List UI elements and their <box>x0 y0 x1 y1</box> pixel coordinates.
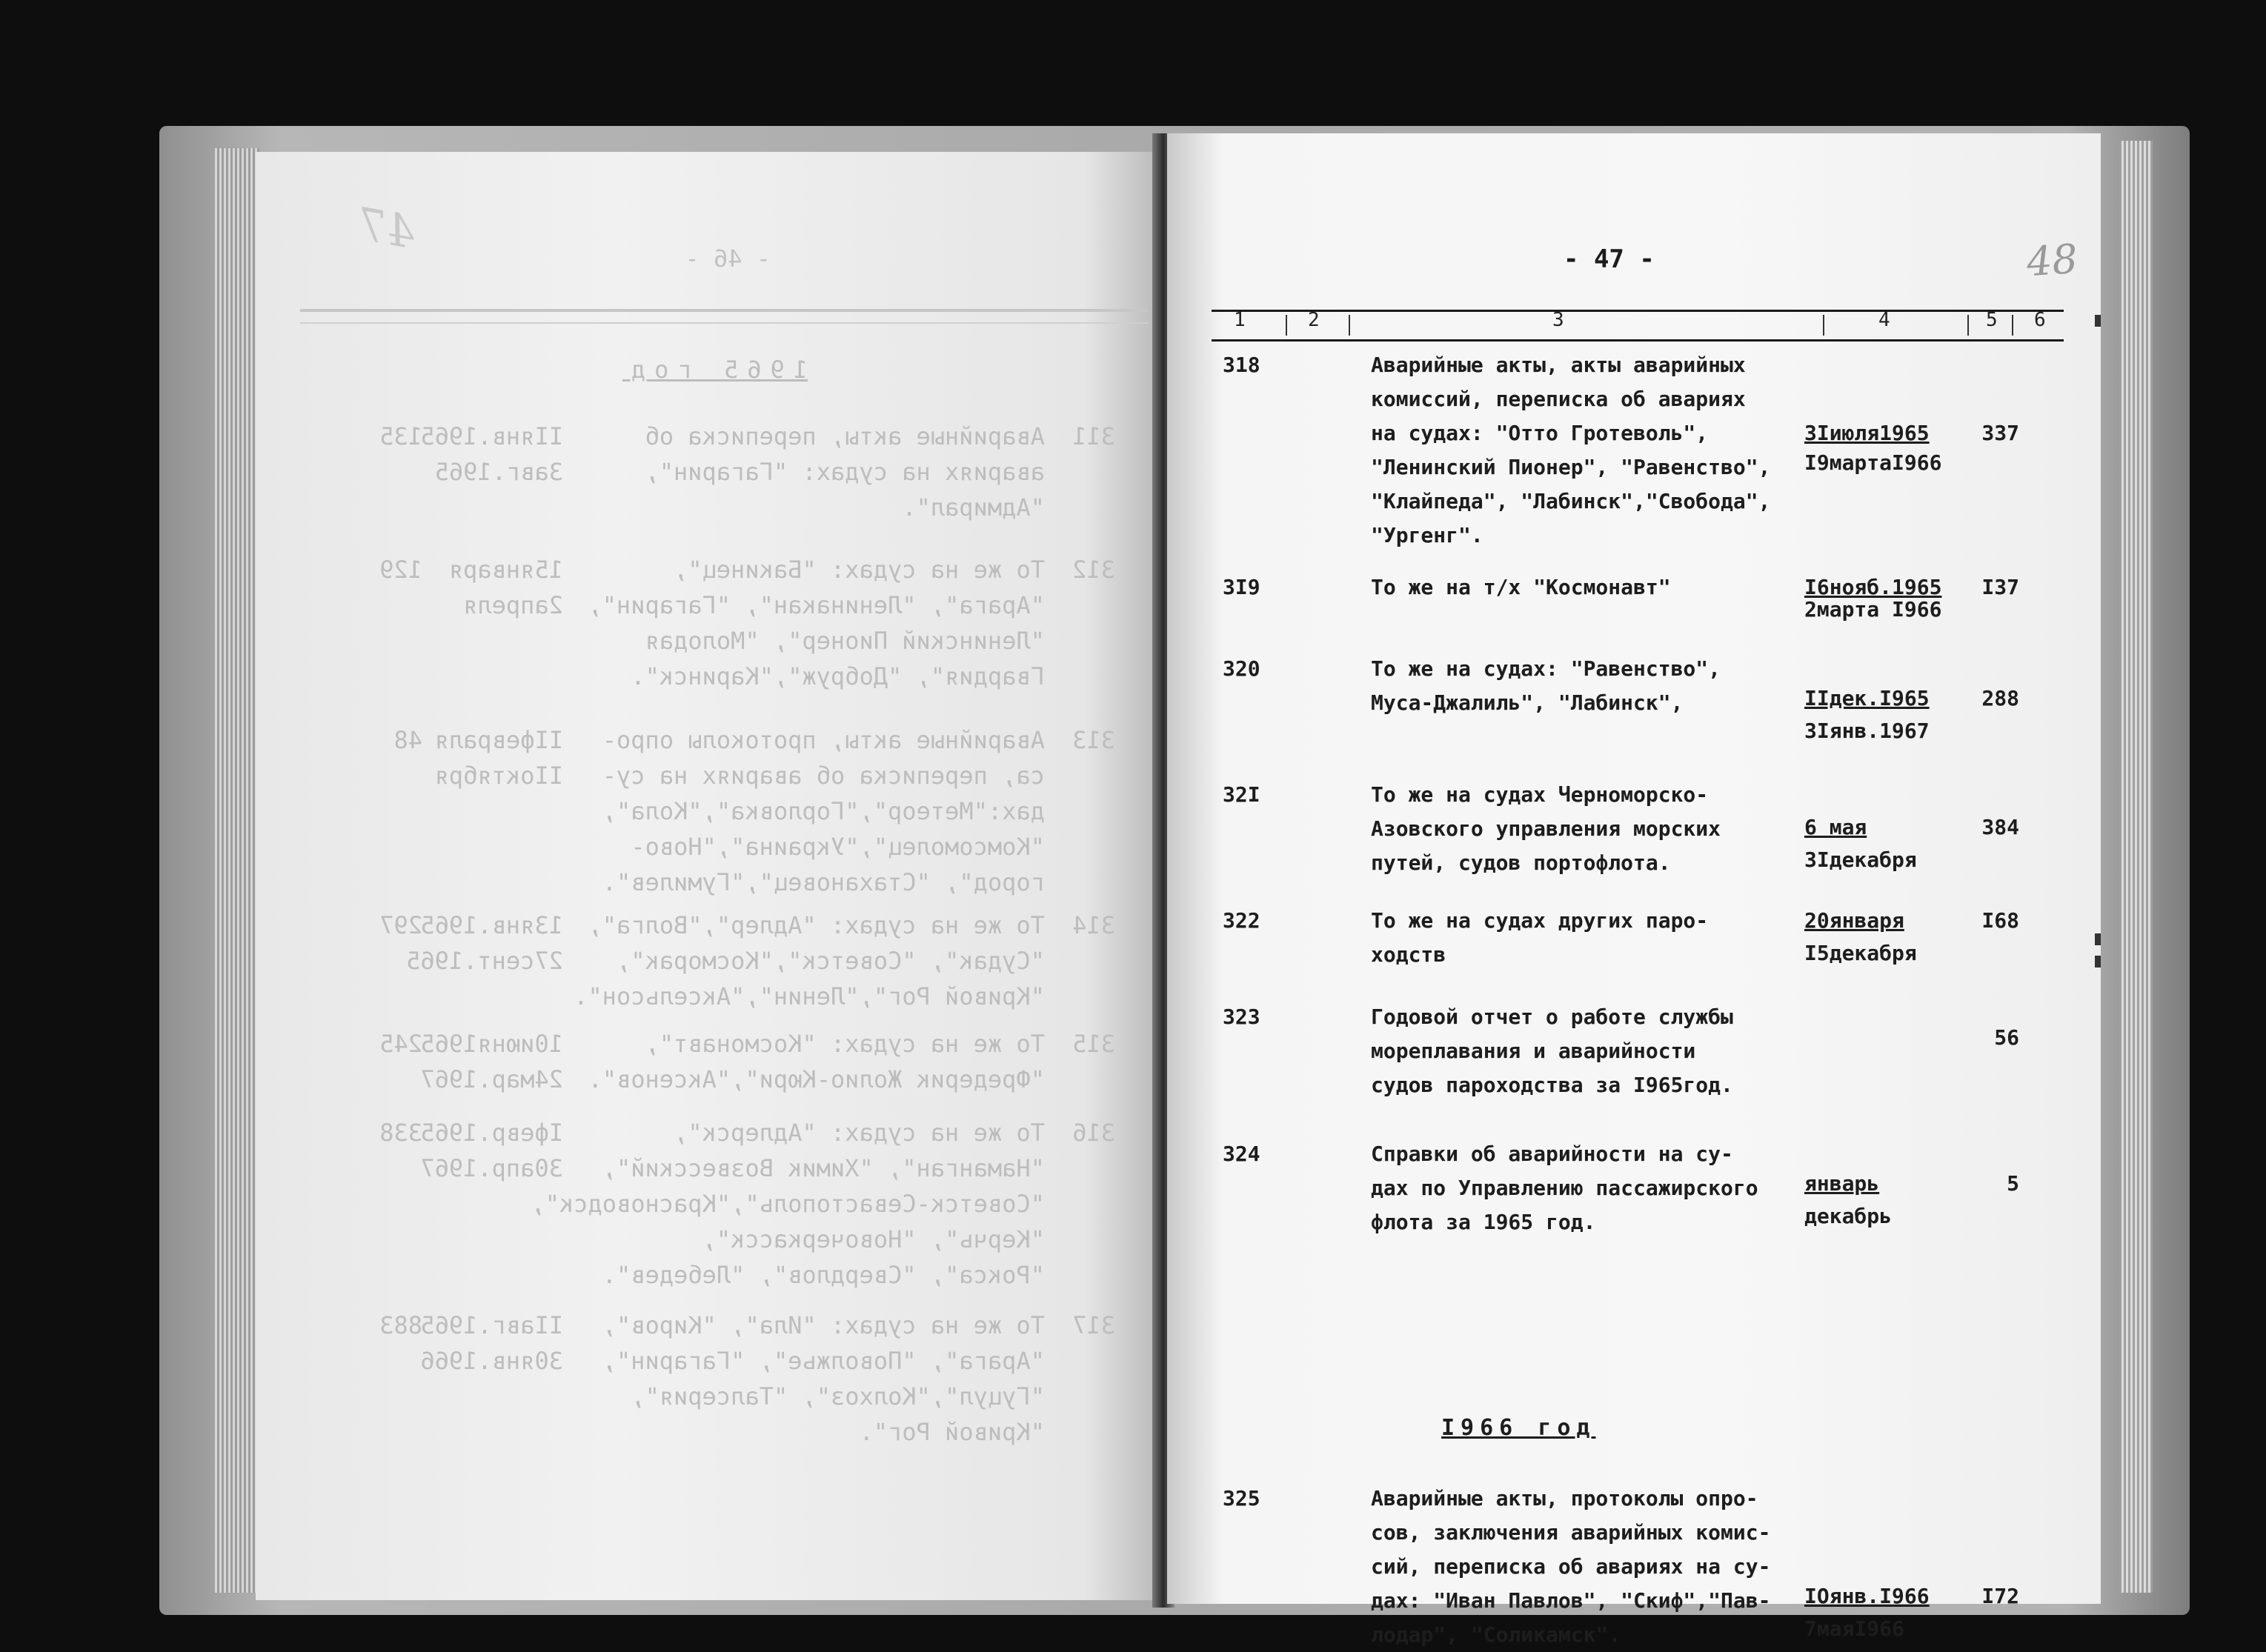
entry-date-start: 6 мая <box>1804 815 1867 839</box>
entry-title: То же на судах: "Ила", "Киров", "Арага", "Поволжье", "Гагарин", "Гуцул","Колхоз", "Талсерия", "Кривой Рог". <box>602 1311 1045 1446</box>
entry-dates: 13янв.1965 27сент.1965 <box>406 911 563 975</box>
entry-number: 322 <box>1223 908 1260 933</box>
entry-title: То же на т/х "Космонавт" <box>1371 575 1671 599</box>
entry-dates: Iфевр.1965 30апр.1967 <box>420 1119 563 1182</box>
entry-dates: IIянв.1965 3авг.1965 <box>420 422 563 486</box>
entry-count: 297 <box>379 911 422 939</box>
entry-count: 129 <box>379 556 422 584</box>
right-page-number: - 47 - <box>1564 244 1655 274</box>
entry-number: 3I9 <box>1223 575 1260 599</box>
entry-number: 317 <box>1072 1311 1115 1339</box>
entry-title: Аварийные акты, акты аварийных комиссий, переписка об авариях на судах: "Отто Гротеволь", "Ленинский Пионер", "Равенство", "Клайпеда", "Лабинск","Свобода", "Ургенг". <box>1371 353 1771 547</box>
left-folio-handwritten: 47 <box>354 198 419 260</box>
year-heading: I966 год <box>1441 1415 1596 1441</box>
page-edges-left <box>215 148 259 1593</box>
entry-dates: 15января 2апреля <box>448 556 563 619</box>
entry-count: 883 <box>379 1311 422 1339</box>
entry-number: 323 <box>1223 1005 1260 1029</box>
entry-date-end: 3Iянв.1967 <box>1804 719 1930 743</box>
entry-count: 245 <box>379 1030 422 1058</box>
col-separator <box>1349 315 1350 336</box>
left-year-heading: 1965 год <box>622 356 808 384</box>
entry-date-start: I6нояб.1965 <box>1804 575 1942 599</box>
entry-count: 56 <box>1994 1025 2019 1050</box>
entry-title: Годовой отчет о работе службы мореплавания и аварийности судов пароходства за I965год. <box>1371 1005 1733 1097</box>
col-2: 2 <box>1308 309 1320 331</box>
entry-number: 324 <box>1223 1142 1260 1166</box>
entry-count: 5 <box>2007 1171 2019 1196</box>
col-separator <box>1967 315 1969 336</box>
entry-title: То же на судах Черноморско- Азовского управления морских путей, судов портофлота. <box>1371 782 1721 875</box>
entry-title: Аварийные акты, переписка об авариях на судах: "Гагарин", "Адмирал". <box>645 422 1045 522</box>
column-header <box>1212 309 2064 337</box>
margin-mark <box>2095 933 2101 945</box>
entry-number: 315 <box>1072 1030 1115 1058</box>
entry-count: 338 <box>379 1119 422 1147</box>
col-5: 5 <box>1986 309 1998 331</box>
entry-date-end: 2марта I966 <box>1804 597 1942 622</box>
entry-number: 32I <box>1223 782 1260 807</box>
entry-number: 318 <box>1223 353 1260 377</box>
left-page-mirrored-content <box>256 152 1156 1600</box>
entry-date-end: 3Iдекабря <box>1804 847 1917 872</box>
entry-title: Справки об аварийности на су- дах по Управлению пассажирского флота за 1965 год. <box>1371 1142 1758 1234</box>
entry-date-start: IIдек.I965 <box>1804 686 1930 710</box>
entry-number: 325 <box>1223 1486 1260 1511</box>
col-1: 1 <box>1234 309 1246 331</box>
entry-title: Аварийные акты, протоколы опро- са, переписка об авариях на су- дах:"Метеор","Горловка","Кола", "Комсомолец","Украина","Ново- город", "Стахановец","Гумилев". <box>602 726 1045 896</box>
right-folio-handwritten: 48 <box>2024 235 2079 286</box>
entry-date-start: 3Iиюля1965 <box>1804 421 1930 445</box>
entry-number: 314 <box>1072 911 1115 939</box>
entry-title: То же на судах: "Адлер","Волга", "Судак", "Советск","Косморак", "Кривой Рог","Ленин","Аксельсон". <box>574 911 1045 1010</box>
entry-dates: IIфевраля IIоктября <box>434 726 563 790</box>
col-3: 3 <box>1552 309 1564 331</box>
entry-count: I37 <box>1981 575 2019 599</box>
header-rule-top <box>1212 310 2064 312</box>
col-separator <box>2012 315 2013 336</box>
entry-number: 313 <box>1072 726 1115 754</box>
entry-title: То же на судах других паро- ходств <box>1371 908 1709 967</box>
entry-title: То же на судах: "Равенство", Муса-Джалиль", "Лабинск", <box>1371 656 1721 715</box>
entry-count: 288 <box>1981 686 2019 710</box>
entry-dates: 10июня1965 24мар.1967 <box>420 1030 563 1093</box>
right-page <box>1167 133 2101 1647</box>
margin-mark <box>2095 956 2101 967</box>
left-page-number: - 46 - <box>685 244 771 273</box>
entry-title: Аварийные акты, протоколы опро- сов, заключения аварийных комис- сий, переписка об авариях на су- дах: "Иван Павлов", "Скиф","Пав- лодар", "Соликамск". <box>1371 1486 1771 1647</box>
entry-count: 135 <box>379 422 422 450</box>
entry-date-end: I5декабря <box>1804 941 1917 965</box>
entry-count: 337 <box>1981 421 2019 445</box>
entry-title: То же на судах: "Бакинец", "Арага", "Ленинакан", "Гагарин", "Ленинский Пионер", "Молодая Гвардия", "Добруж","Каринск". <box>588 556 1045 690</box>
header-rule-bottom <box>1212 339 2064 342</box>
entry-number: 316 <box>1072 1119 1115 1147</box>
entry-date-start: январь <box>1804 1171 1880 1196</box>
entry-count: 384 <box>1981 815 2019 839</box>
entry-number: 320 <box>1223 656 1260 681</box>
entry-number: 312 <box>1072 556 1115 584</box>
page-edges-right <box>2119 141 2153 1593</box>
col-separator <box>1286 315 1287 336</box>
margin-mark <box>2095 315 2101 327</box>
entry-count: I68 <box>1981 908 2019 933</box>
left-page <box>256 152 1156 1600</box>
entry-date-start: IOянв.I966 <box>1804 1584 1930 1608</box>
entry-count: I72 <box>1981 1584 2019 1608</box>
col-separator <box>1823 315 1824 336</box>
col-4: 4 <box>1878 309 1890 331</box>
entry-date-end: 7маяI966 <box>1804 1616 1904 1641</box>
entry-number: 311 <box>1072 422 1115 450</box>
col-6: 6 <box>2034 309 2046 331</box>
entry-count: 48 <box>393 726 422 754</box>
entry-title: То же на судах: "Адлерск", "Наманган", "Химик Возвесский", "Советск-Севастополь","Красноводск", "Керчь", "Новочеркасск", "Рокса", "Свердлов", "Лебедев". <box>531 1119 1045 1289</box>
entry-date-end: I9мартаI966 <box>1804 450 1942 475</box>
entry-title: То же на судах: "Космонавт", "Фредерик Жолио-Кюри","Аксенов". <box>588 1030 1045 1093</box>
entry-dates: IIавг.1965 30янв.1966 <box>420 1311 563 1375</box>
entry-date-start: 20января <box>1804 908 1904 933</box>
entry-date-end: декабрь <box>1804 1204 1893 1228</box>
left-header-rule <box>300 309 1149 324</box>
